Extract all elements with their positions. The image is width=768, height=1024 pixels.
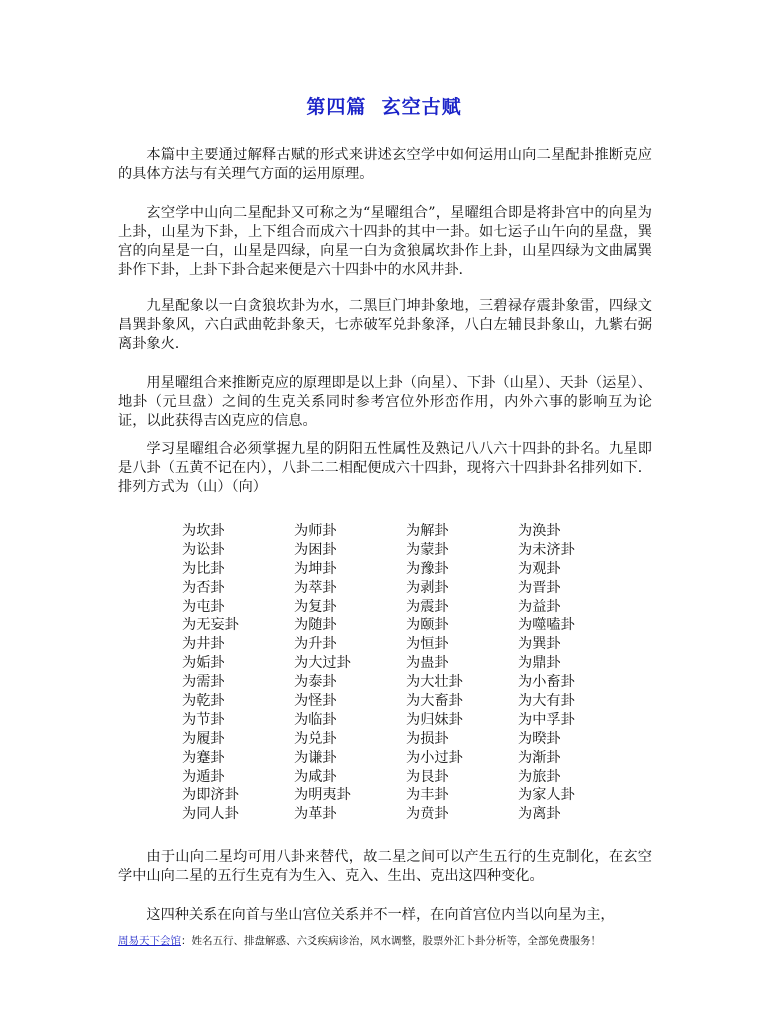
- paragraph-star-combination: 玄空学中山向二星配卦又可称之为“星曜组合”，星曜组合即是将卦宫中的向星为上卦，山星为下卦，上下组合而成六十四卦的其中一卦。如七运子山午向的星盘，巽宫的向星是一白，山星是四绿，向星一白为贪狼属坎卦作上卦，山星四绿为文曲属巽卦作下卦，上卦下卦合起来便是六十四卦中的水风井卦.: [118, 205, 652, 278]
- hexagram-row: [182, 692, 630, 711]
- hexagram-name: 为师卦: [294, 523, 337, 539]
- hexagram-row: [182, 805, 630, 824]
- hexagram-name: 为未济卦: [518, 541, 575, 558]
- hexagram-row: [182, 579, 630, 598]
- hexagram-name: 为临卦: [294, 711, 337, 728]
- hexagram-name: 为离卦: [518, 806, 561, 823]
- paragraph-inference-principle: 用星曜组合来推断克应的原理即是以上卦（向星）、下卦（山星）、天卦（运星）、地卦（元旦盘）之间的生克关系同时参考宫位外形峦作用，内外六事的影响互为论证，以此获得吉凶克应的信息。: [118, 375, 652, 429]
- footer-text: ：姓名五行、排盘解惑、六爻疾病诊治，风水调整，股票外汇卜卦分析等，全部免费服务！: [181, 935, 601, 947]
- hexagram-row: [182, 522, 630, 541]
- hexagram-name: 为谦卦: [294, 749, 337, 766]
- page-title: 第四篇 玄空古赋: [306, 96, 462, 118]
- hexagram-row: [182, 673, 630, 692]
- hexagram-name: 为渐卦: [518, 749, 561, 766]
- hexagram-name: 为困卦: [294, 541, 337, 558]
- hexagram-name: 为同人卦: [182, 806, 239, 823]
- hexagram-name: 为屯卦: [182, 598, 225, 615]
- hexagram-name: 为艮卦: [406, 768, 449, 785]
- hexagram-name: 为怪卦: [294, 693, 337, 710]
- hexagram-row: [182, 616, 630, 635]
- hexagram-name: 为井卦: [182, 636, 225, 653]
- hexagram-name: 为坎卦: [182, 523, 225, 539]
- hexagram-name: 为蹇卦: [182, 749, 225, 766]
- hexagram-name: 为泰卦: [294, 674, 337, 691]
- hexagram-row: [182, 786, 630, 805]
- hexagram-name: 为晋卦: [518, 579, 561, 596]
- footer-ad: [118, 934, 678, 948]
- hexagram-name: 为小过卦: [406, 749, 463, 766]
- hexagram-row: [182, 730, 630, 749]
- hexagram-name: 为乾卦: [182, 693, 225, 710]
- hexagram-name: 为暌卦: [518, 730, 561, 747]
- hexagram-row: [182, 768, 630, 787]
- hexagram-row: [182, 560, 630, 579]
- hexagram-name: 为剥卦: [406, 579, 449, 596]
- hexagram-row: [182, 654, 630, 673]
- hexagram-name: 为小畜卦: [518, 674, 575, 691]
- hexagram-row: [182, 635, 630, 654]
- hexagram-name: 为明夷卦: [294, 787, 351, 804]
- hexagram-name-table: [182, 522, 630, 824]
- hexagram-name: 为升卦: [294, 636, 337, 653]
- hexagram-name: 为否卦: [182, 579, 225, 596]
- hexagram-name: 为恒卦: [406, 636, 449, 653]
- hexagram-name: 为蛊卦: [406, 655, 449, 672]
- hexagram-name: 为益卦: [518, 598, 561, 615]
- hexagram-name: 为旅卦: [518, 768, 561, 785]
- hexagram-name: 为大有卦: [518, 693, 575, 710]
- hexagram-name: 为革卦: [294, 806, 337, 823]
- hexagram-name: 为噬嗑卦: [518, 617, 575, 634]
- paragraph-five-elements: 由于山向二星均可用八卦来替代，故二星之间可以产生五行的生克制化，在玄空学中山向二星的五行生克有为生入、克入、生出、克出这四种变化。: [118, 849, 652, 884]
- hexagram-name: 为兑卦: [294, 730, 337, 747]
- hexagram-name: 为鼎卦: [518, 655, 561, 672]
- hexagram-name: 为观卦: [518, 560, 561, 577]
- hexagram-name: 为贲卦: [406, 806, 449, 823]
- hexagram-row: [182, 711, 630, 730]
- hexagram-name: 为大畜卦: [406, 693, 463, 710]
- paragraph-intro: 本篇中主要通过解释古赋的形式来讲述玄空学中如何运用山向二星配卦推断克应的具体方法与有关理气方面的运用原理。: [118, 147, 652, 182]
- paragraph-nine-stars: 九星配象以一白贪狼坎卦为水，二黑巨门坤卦象地，三碧禄存震卦象雷，四绿文昌巽卦象风，六白武曲乾卦象天，七赤破军兑卦象泽，八白左辅艮卦象山，九紫右弼离卦象火.: [118, 298, 652, 352]
- hexagram-name: 为震卦: [406, 598, 449, 615]
- hexagram-name: 为颐卦: [406, 617, 449, 634]
- hexagram-name: 为履卦: [182, 730, 225, 747]
- hexagram-name: 为蒙卦: [406, 541, 449, 558]
- hexagram-name: 为咸卦: [294, 768, 337, 785]
- hexagram-name: 为归妹卦: [406, 711, 463, 728]
- footer-link[interactable]: 周易天下会馆: [118, 935, 181, 947]
- hexagram-name: 为萃卦: [294, 579, 337, 596]
- hexagram-name: 为无妄卦: [182, 617, 239, 634]
- hexagram-row: [182, 541, 630, 560]
- hexagram-row: [182, 598, 630, 617]
- hexagram-name: 为家人卦: [518, 787, 575, 804]
- hexagram-name: 为随卦: [294, 617, 337, 634]
- paragraph-hexagram-names-intro: 学习星曜组合必须掌握九星的阴阳五性属性及熟记八八六十四卦的卦名。九星即是八卦（五黄不记在内），八卦二二相配便成六十四卦，现将六十四卦卦名排列如下．排列方式为（山）（向）: [118, 441, 652, 495]
- hexagram-name: 为损卦: [406, 730, 449, 747]
- hexagram-name: 为解卦: [406, 523, 449, 539]
- hexagram-name: 为涣卦: [518, 523, 561, 539]
- hexagram-name: 为中孚卦: [518, 711, 575, 728]
- hexagram-name: 为豫卦: [406, 560, 449, 577]
- hexagram-name: 为比卦: [182, 560, 225, 577]
- hexagram-name: 为巽卦: [518, 636, 561, 653]
- hexagram-name: 为丰卦: [406, 787, 449, 804]
- hexagram-row: [182, 749, 630, 768]
- hexagram-name: 为复卦: [294, 598, 337, 615]
- hexagram-name: 为即济卦: [182, 787, 239, 804]
- hexagram-name: 为节卦: [182, 711, 225, 728]
- hexagram-name: 为姤卦: [182, 655, 225, 672]
- hexagram-name: 为讼卦: [182, 541, 225, 558]
- hexagram-name: 为需卦: [182, 674, 225, 691]
- paragraph-four-relations: 这四种关系在向首与坐山宫位关系并不一样，在向首宫位内当以向星为主，: [146, 907, 615, 923]
- hexagram-name: 为遁卦: [182, 768, 225, 785]
- hexagram-name: 为大过卦: [294, 655, 351, 672]
- hexagram-name: 为坤卦: [294, 560, 337, 577]
- hexagram-name: 为大壮卦: [406, 674, 463, 691]
